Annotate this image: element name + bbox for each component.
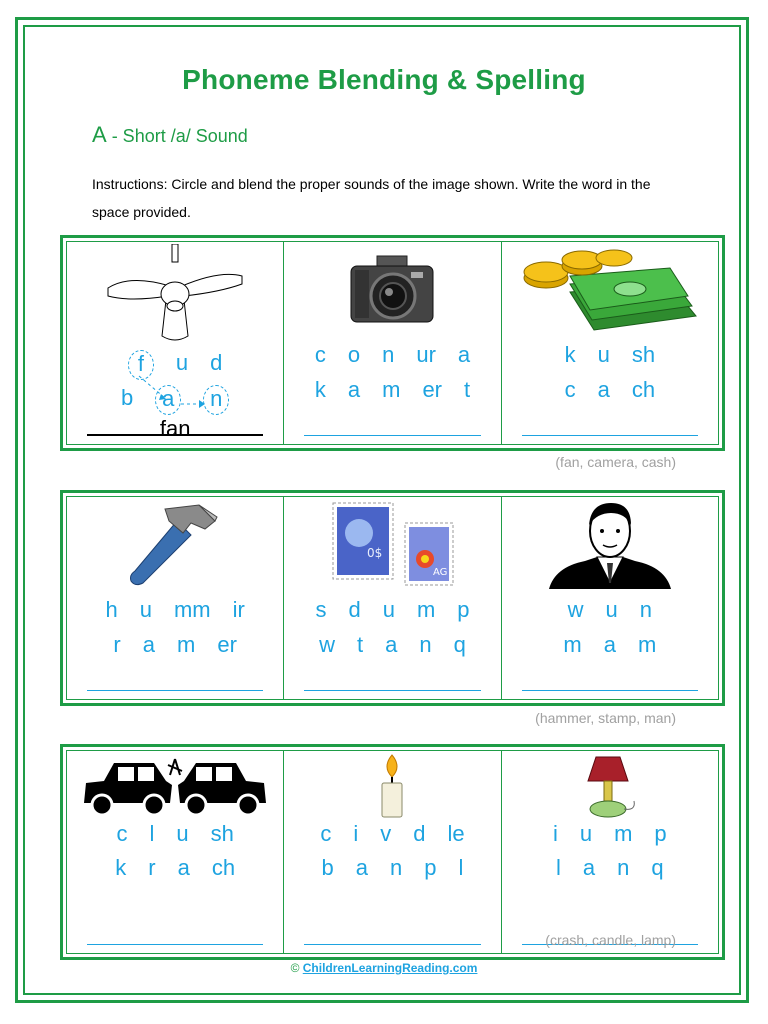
sound-option[interactable]: m (382, 377, 401, 402)
answer-line (87, 433, 263, 436)
sound-option[interactable]: d (348, 597, 361, 622)
answer-line[interactable] (304, 689, 480, 691)
sound-option[interactable]: u (597, 342, 610, 367)
sound-option[interactable]: ir (232, 597, 245, 622)
sound-option[interactable]: i (552, 821, 558, 846)
svg-text:AG: AG (433, 567, 448, 578)
sound-option[interactable]: n (617, 855, 630, 880)
sound-option[interactable]: a (355, 855, 369, 880)
sound-option[interactable]: s (315, 597, 327, 622)
sound-option[interactable]: c (564, 377, 576, 402)
sound-option[interactable]: a (347, 377, 361, 402)
car-crash-icon (80, 753, 270, 823)
sound-row-1 (284, 821, 500, 847)
sound-option[interactable]: er (422, 377, 442, 402)
section-heading (92, 122, 248, 148)
instructions-text: Instructions: Circle and blend the proper sounds of the image shown. Write the word in the space provided. (92, 176, 651, 220)
exercise-cell-hammer (67, 497, 284, 699)
money-icon (520, 244, 700, 334)
sound-row-1 (67, 597, 283, 623)
sound-option[interactable]: mm (173, 597, 211, 622)
sound-option[interactable]: t (357, 632, 364, 657)
blend-arrows-icon (119, 370, 239, 410)
sound-row-2 (284, 855, 500, 881)
exercise-cell-camera (284, 242, 501, 444)
exercise-cell-crash (67, 751, 284, 953)
sound-option[interactable]: i (353, 821, 359, 846)
sound-option[interactable]: k (564, 342, 576, 367)
sound-row-1 (502, 597, 718, 623)
exercise-cell-fan (67, 242, 284, 444)
page-title: Phoneme Blending & Spelling (182, 64, 586, 95)
sound-option[interactable]: o (347, 342, 361, 367)
sound-row-1 (284, 597, 500, 623)
sound-option[interactable]: a (603, 632, 616, 657)
sound-option[interactable]: b (321, 855, 334, 880)
copyright-symbol: © (290, 961, 300, 975)
exercise-box-1 (60, 235, 725, 451)
sound-option[interactable]: p (424, 855, 437, 880)
camera-icon (347, 252, 437, 332)
sound-option[interactable]: a (385, 632, 398, 657)
sound-option[interactable]: a (457, 342, 471, 367)
sound-option[interactable]: f (128, 350, 154, 380)
section-label: - Short /a/ Sound (106, 126, 248, 146)
sound-option[interactable]: c (116, 821, 128, 846)
sound-option[interactable]: k (115, 855, 127, 880)
footer-link[interactable]: ChildrenLearningReading.com (302, 961, 478, 975)
sound-option[interactable]: u (175, 350, 189, 375)
svg-text:0$: 0$ (367, 546, 383, 560)
sound-option[interactable]: m (177, 632, 196, 657)
sound-option[interactable]: n (390, 855, 403, 880)
ceiling-fan-icon (100, 244, 250, 344)
sound-option[interactable]: m (563, 632, 582, 657)
sound-option[interactable]: b (121, 385, 134, 410)
sound-row-1 (284, 342, 500, 368)
answer-hint: (fan, camera, cash) (555, 454, 676, 470)
answer-line[interactable] (304, 943, 480, 945)
sound-option[interactable]: le (447, 821, 465, 846)
sound-option[interactable]: n (382, 342, 395, 367)
exercise-cell-cash (502, 242, 718, 444)
sound-option[interactable]: n (639, 597, 653, 622)
sound-row-2 (284, 377, 500, 403)
sound-row-2 (67, 855, 283, 881)
exercise-cell-stamp (284, 497, 501, 699)
footer (0, 961, 768, 975)
hammer-icon (125, 499, 225, 589)
sound-row-1 (502, 821, 718, 847)
sound-row-2 (284, 632, 500, 658)
sound-option[interactable]: w (319, 632, 335, 657)
sound-option[interactable]: d (413, 821, 426, 846)
answer-hint: (crash, candle, lamp) (545, 932, 676, 948)
sound-option[interactable]: ch (631, 377, 656, 402)
sound-option[interactable]: n (203, 385, 229, 415)
sound-option[interactable]: ch (211, 855, 236, 880)
man-icon (545, 499, 675, 589)
sound-option[interactable]: a (142, 632, 155, 657)
sound-option[interactable]: n (419, 632, 432, 657)
sound-option[interactable]: l (149, 821, 155, 846)
sound-option[interactable]: a (597, 377, 610, 402)
answer-line[interactable] (522, 689, 698, 691)
sound-option[interactable]: u (382, 597, 395, 622)
sound-option[interactable]: l (458, 855, 464, 880)
sound-option[interactable]: p (654, 821, 667, 846)
sound-option[interactable]: k (314, 377, 326, 402)
exercise-cell-man (502, 497, 718, 699)
sound-option[interactable]: q (453, 632, 466, 657)
exercise-cell-candle (284, 751, 501, 953)
sound-option[interactable]: a (177, 855, 190, 880)
sound-option[interactable]: er (217, 632, 237, 657)
sound-option[interactable]: v (380, 821, 392, 846)
exercise-box-2 (60, 490, 725, 706)
sound-option[interactable]: d (210, 350, 223, 375)
stamps-icon (327, 499, 457, 589)
sound-option[interactable]: m (416, 597, 436, 622)
sound-option[interactable]: h (105, 597, 118, 622)
sound-row-1 (67, 821, 283, 847)
sound-option[interactable]: u (579, 821, 593, 846)
sound-option[interactable]: m (637, 632, 657, 657)
section-letter: A (92, 122, 107, 147)
lamp-icon (580, 753, 640, 823)
sound-option[interactable]: r (148, 855, 156, 880)
sound-option[interactable]: a (582, 855, 596, 880)
sound-option[interactable]: c (314, 342, 326, 367)
answer-line[interactable] (87, 943, 263, 945)
sound-option[interactable]: t (464, 377, 471, 402)
sound-option[interactable]: sh (631, 342, 656, 367)
sound-option[interactable]: u (176, 821, 189, 846)
sound-row-1 (502, 342, 718, 368)
sound-option[interactable]: p (457, 597, 470, 622)
sound-row-2 (502, 377, 718, 403)
sound-option[interactable]: c (320, 821, 332, 846)
sound-option[interactable]: u (139, 597, 152, 622)
sound-option[interactable]: ur (416, 342, 436, 367)
answer-line[interactable] (522, 434, 698, 436)
answer-line[interactable] (304, 434, 480, 436)
sound-row-2 (502, 632, 718, 658)
sound-option[interactable]: w (567, 597, 584, 622)
answer-line[interactable] (87, 689, 263, 691)
sound-option[interactable]: r (113, 632, 121, 657)
sound-option[interactable]: a (155, 385, 181, 415)
sound-option[interactable]: l (556, 855, 561, 880)
answer-hint: (hammer, stamp, man) (535, 710, 676, 726)
sound-option[interactable]: sh (210, 821, 234, 846)
sound-row-2 (502, 855, 718, 881)
answer-text: fan (159, 416, 191, 441)
sound-option[interactable]: m (614, 821, 633, 846)
sound-row-2 (67, 632, 283, 658)
sound-option[interactable]: u (605, 597, 618, 622)
exercise-cell-lamp (502, 751, 718, 953)
candle-icon (372, 753, 412, 823)
exercise-box-3 (60, 744, 725, 960)
sound-option[interactable]: q (651, 855, 664, 880)
